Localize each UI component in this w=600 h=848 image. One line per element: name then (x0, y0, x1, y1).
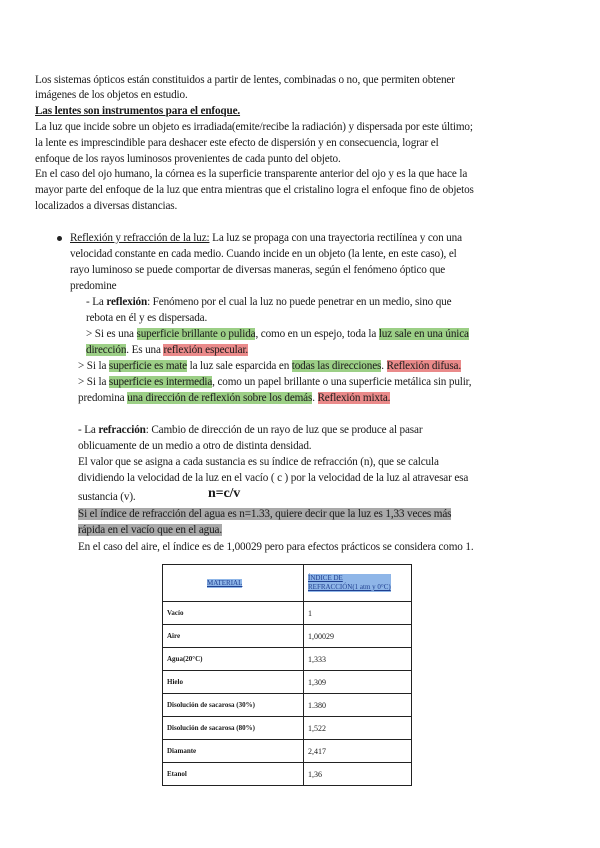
bullet-title: Reflexión y refracción de la luz: (70, 232, 210, 244)
specular-line (86, 327, 469, 342)
material-cell: Aire (163, 625, 304, 648)
specular-line (86, 343, 248, 358)
text: . (312, 392, 318, 404)
highlight-red: Reflexión mixta. (317, 392, 391, 404)
water-example-line (78, 507, 451, 522)
body-line: En el caso del ojo humano, la córnea es la superficie transparente anterior del ojo y es la que hace la (35, 168, 468, 180)
table-row (163, 625, 412, 648)
body-line: dividiendo la velocidad de la luz en el vacío ( c ) por la velocidad de la luz al atravesar esa (78, 472, 469, 484)
text: > Si la (78, 360, 109, 372)
highlight-gray: Si el índice de refracción del agua es n=1.33, quiere decir que la luz es 1,33 veces más (78, 508, 452, 520)
reflexion-definition-cont: rebota en él y es dispersada. (86, 312, 208, 324)
highlight-red: reflexión especular. (163, 344, 249, 356)
mixed-line (78, 391, 390, 406)
material-cell: Hielo (163, 671, 304, 694)
header-label: ÍNDICE DE (308, 574, 343, 582)
index-cell: 1,00029 (304, 625, 412, 648)
material-cell: Vacío (163, 602, 304, 625)
index-cell: 1,309 (304, 671, 412, 694)
intro-line: Los sistemas ópticos están constituidos a partir de lentes, combinadas o no, que permiten obtener (35, 74, 455, 86)
body-line: enfoque de los rayos luminosos provenientes de cada punto del objeto. (35, 153, 341, 165)
index-cell: 2,417 (304, 740, 412, 763)
index-cell: 1,36 (304, 763, 412, 786)
header-cell-material (163, 565, 304, 602)
bullet-line: velocidad constante en cada medio. Cuando incide en un objeto (la lente, en este caso), el (70, 248, 457, 260)
formula: n=c/v (208, 486, 241, 501)
mixed-line (78, 375, 471, 390)
highlight-green: superficie brillante o pulida (136, 328, 256, 340)
water-example-line (78, 523, 222, 538)
body-line: El valor que se asigna a cada sustancia es su índice de refracción (n), que se calcula (78, 456, 439, 468)
bullet-line: predomine (70, 280, 117, 292)
text: > Si es una (86, 328, 137, 340)
material-cell: Disolución de sacarosa (80%) (163, 717, 304, 740)
material-cell: Diamante (163, 740, 304, 763)
material-cell: Agua(20°C) (163, 648, 304, 671)
table-header-row (163, 565, 412, 602)
refraccion-definition (78, 423, 422, 438)
highlight-red: Reflexión difusa. (386, 360, 462, 372)
table-row (163, 740, 412, 763)
text: , como un papel brillante o una superficie metálica sin pulir, (212, 376, 472, 388)
index-cell: 1 (304, 602, 412, 625)
index-cell: 1,522 (304, 717, 412, 740)
reflexion-term: reflexión (106, 296, 148, 308)
intro-line: imágenes de los objetos en estudio. (35, 89, 188, 101)
text: - La (78, 424, 99, 436)
diffuse-line (78, 359, 461, 374)
section-heading: Las lentes son instrumentos para el enfoque. (35, 105, 241, 117)
table-row (163, 648, 412, 671)
highlight-gray: rápida en el vacío que en el agua. (78, 524, 222, 536)
body-line: localizados a diversas distancias. (35, 200, 178, 212)
text: . (381, 360, 387, 372)
table-row (163, 602, 412, 625)
bullet-dot (57, 236, 62, 241)
index-cell: 1.380 (304, 694, 412, 717)
text: . Es una (126, 344, 164, 356)
header-label: REFRACCIÓN(1 atm y 0°C) (308, 583, 391, 591)
material-cell: Disolución de sacarosa (30%) (163, 694, 304, 717)
header-label: MATERIAL (207, 578, 243, 587)
table-row (163, 694, 412, 717)
index-cell: 1,333 (304, 648, 412, 671)
header-cell-indice (304, 565, 412, 602)
highlight-green: superficie es mate (108, 360, 187, 372)
material-cell: Etanol (163, 763, 304, 786)
highlight-green: dirección (86, 344, 127, 356)
reflexion-definition (86, 295, 451, 310)
text: : Cambio de dirección de un rayo de luz que se produce al pasar (145, 424, 423, 436)
text: la luz sale esparcida en (186, 360, 292, 372)
text: > Si la (78, 376, 109, 388)
body-line: sustancia (v). (78, 491, 136, 503)
table-row (163, 717, 412, 740)
bullet-text: La luz se propaga con una trayectoria rectilínea y con una (209, 232, 462, 244)
bullet-line (70, 231, 462, 246)
highlight-green: todas las direcciones (291, 360, 382, 372)
body-line: mayor parte del enfoque de la luz que entra mientras que el cristalino logra el enfoque fino de objetos (35, 184, 474, 196)
refraccion-term: refracción (98, 424, 146, 436)
highlight-green: luz sale en una única (378, 328, 469, 340)
highlight-green: una dirección de reflexión sobre los demás (127, 392, 313, 404)
text: , como en un espejo, toda la (255, 328, 379, 340)
text: predomina (78, 392, 128, 404)
table-row (163, 763, 412, 786)
air-line: En el caso del aire, el índice es de 1,00029 pero para efectos prácticos se considera como 1. (78, 541, 474, 553)
table-row (163, 671, 412, 694)
text: - La (86, 296, 107, 308)
highlight-green: superficie es intermedia (108, 376, 213, 388)
refraction-index-table (162, 564, 412, 786)
bullet-line: rayo luminoso se puede comportar de diversas maneras, según el fenómeno óptico que (70, 264, 446, 276)
body-line: la lente es imprescindible para deshacer este efecto de dispersión y en consecuencia, lograr el (35, 137, 439, 149)
body-line: La luz que incide sobre un objeto es irradiada(emite/recibe la radiación) y dispersada por este último; (35, 121, 473, 133)
text: : Fenómeno por el cual la luz no puede penetrar en un medio, sino que (147, 296, 452, 308)
refraccion-definition-cont: oblicuamente de un medio a otro de distinta densidad. (78, 440, 312, 452)
